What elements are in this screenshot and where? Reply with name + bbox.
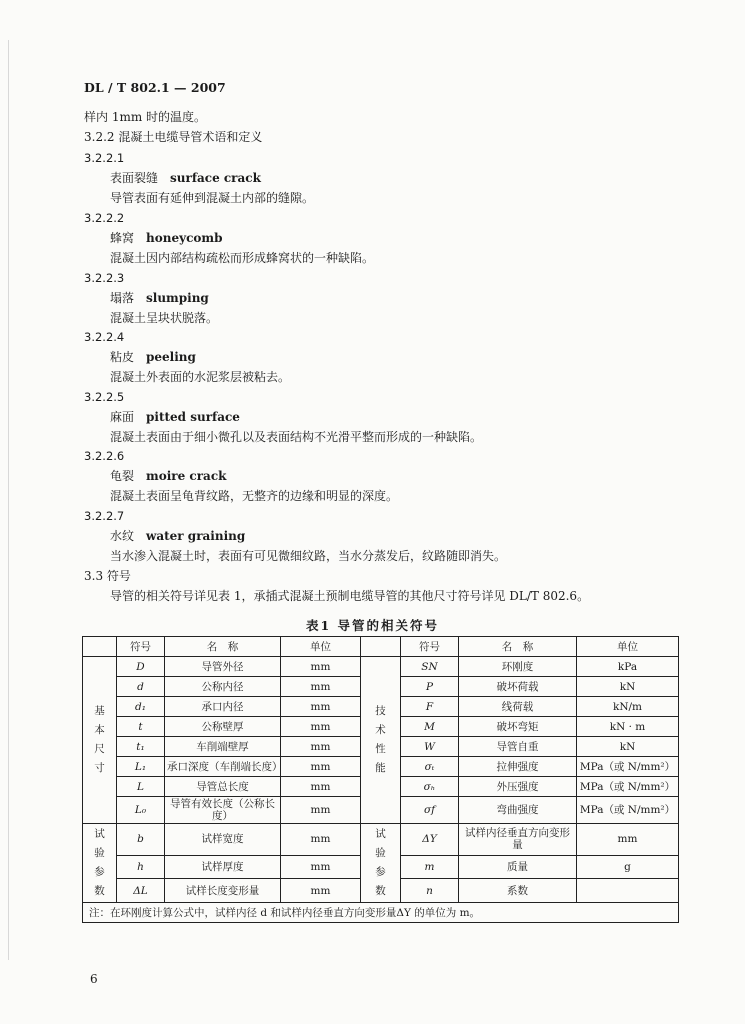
unit-cell: mm: [281, 757, 361, 777]
unit-cell: mm: [281, 697, 361, 717]
symbol-cell: F: [401, 697, 459, 717]
unit-cell: mm: [281, 657, 361, 677]
unit-cell: kN: [577, 677, 679, 697]
unit-cell: MPa（或 N/mm²）: [577, 797, 679, 824]
symbol-cell: P: [401, 677, 459, 697]
table-header-row: [83, 637, 679, 657]
term-english: slumping: [146, 291, 209, 305]
term-english: surface crack: [170, 171, 261, 185]
name-cell: 承口内径: [165, 697, 281, 717]
table-header-cell: 名 称: [165, 637, 281, 657]
symbol-cell: t: [117, 717, 165, 737]
table-row: [83, 824, 679, 856]
term-chinese: 麻面: [110, 410, 135, 424]
symbol-cell: SN: [401, 657, 459, 677]
symbol-cell: b: [117, 824, 165, 856]
group-label-text: 基本尺寸: [94, 705, 105, 774]
name-cell: 线荷载: [459, 697, 577, 717]
name-cell: 破坏弯矩: [459, 717, 577, 737]
name-cell: 系数: [459, 879, 577, 903]
name-cell: 试样厚度: [165, 855, 281, 879]
name-cell: 导管自重: [459, 737, 577, 757]
unit-cell: mm: [281, 717, 361, 737]
clause-number: 3.2.2.5: [84, 390, 125, 404]
term-english: honeycomb: [146, 231, 223, 245]
unit-cell: MPa（或 N/mm²）: [577, 777, 679, 797]
table-header-cell: 单位: [577, 637, 679, 657]
term-definition: 导管表面有延伸到混凝土内部的缝隙。: [110, 191, 315, 205]
name-cell: 环刚度: [459, 657, 577, 677]
section-text: 导管的相关符号详见表 1，承插式混凝土预制电缆导管的其他尺寸符号详见 DL/T 802.6。: [110, 589, 590, 603]
unit-cell: MPa（或 N/mm²）: [577, 757, 679, 777]
symbol-cell: D: [117, 657, 165, 677]
name-cell: 导管有效长度（公称长度）: [165, 797, 281, 824]
table-cell: [361, 637, 401, 657]
table-header-cell: 符号: [117, 637, 165, 657]
name-cell: 试样宽度: [165, 824, 281, 856]
symbol-cell: σₕ: [401, 777, 459, 797]
term-definition: 混凝土呈块状脱落。: [110, 311, 219, 325]
term-english: peeling: [146, 350, 196, 364]
group-label-technical-performance: [361, 657, 401, 824]
term-english: pitted surface: [146, 410, 240, 424]
unit-cell: mm: [281, 824, 361, 856]
unit-cell: mm: [281, 879, 361, 903]
term-heading: [110, 230, 222, 246]
term-english: water graining: [146, 529, 246, 543]
clause-number: 3.2.2.6: [84, 449, 125, 463]
term-chinese: 表面裂缝: [110, 171, 159, 185]
section-heading-3-2-2: 3.2.2 混凝土电缆导管术语和定义: [84, 130, 263, 144]
symbol-cell: L₀: [117, 797, 165, 824]
name-cell: 导管总长度: [165, 777, 281, 797]
symbol-cell: W: [401, 737, 459, 757]
unit-cell: kPa: [577, 657, 679, 677]
name-cell: 车削端壁厚: [165, 737, 281, 757]
table-header-cell: 名 称: [459, 637, 577, 657]
symbol-cell: M: [401, 717, 459, 737]
name-cell: 质量: [459, 855, 577, 879]
symbol-cell: d: [117, 677, 165, 697]
group-label-text: 试验参数: [375, 828, 386, 897]
term-chinese: 塌落: [110, 291, 135, 305]
term-heading: [110, 170, 261, 186]
symbol-cell: ΔY: [401, 824, 459, 856]
symbol-cell: ΔL: [117, 879, 165, 903]
term-definition: 当水渗入混凝土时，表面有可见微细纹路，当水分蒸发后，纹路随即消失。: [110, 549, 507, 563]
group-label-basic-dimensions: [83, 657, 117, 824]
table-cell: [83, 637, 117, 657]
term-heading: [110, 290, 209, 306]
unit-cell: kN/m: [577, 697, 679, 717]
name-cell: 破坏荷载: [459, 677, 577, 697]
unit-cell: [577, 879, 679, 903]
symbol-cell: m: [401, 855, 459, 879]
unit-cell: kN · m: [577, 717, 679, 737]
table-note-row: [83, 903, 679, 923]
symbol-cell: h: [117, 855, 165, 879]
term-chinese: 水纹: [110, 529, 135, 543]
symbol-cell: d₁: [117, 697, 165, 717]
page-binding-edge: [8, 40, 19, 960]
term-heading: [110, 409, 240, 425]
paragraph-continuation: 样内 1mm 时的温度。: [84, 110, 207, 124]
term-heading: [110, 528, 245, 544]
symbol-cell: t₁: [117, 737, 165, 757]
unit-cell: g: [577, 855, 679, 879]
term-chinese: 龟裂: [110, 469, 135, 483]
term-heading: [110, 468, 226, 484]
name-cell: 外压强度: [459, 777, 577, 797]
group-label-text: 试验参数: [94, 828, 105, 897]
page-number: 6: [90, 972, 98, 986]
term-definition: 混凝土因内部结构疏松而形成蜂窝状的一种缺陷。: [110, 251, 375, 265]
name-cell: 承口深度（车削端长度）: [165, 757, 281, 777]
group-label-text: 技术性能: [375, 705, 386, 774]
clause-number: 3.2.2.4: [84, 330, 125, 344]
name-cell: 拉伸强度: [459, 757, 577, 777]
clause-number: 3.2.2.1: [84, 151, 125, 165]
unit-cell: kN: [577, 737, 679, 757]
table-row: [83, 657, 679, 677]
document-header: DL / T 802.1 — 2007: [84, 80, 226, 95]
term-heading: [110, 349, 196, 365]
symbol-cell: σₜ: [401, 757, 459, 777]
group-label-test-parameters-right: [361, 824, 401, 903]
group-label-test-parameters: [83, 824, 117, 903]
name-cell: 试样长度变形量: [165, 879, 281, 903]
term-chinese: 蜂窝: [110, 231, 135, 245]
symbol-cell: L: [117, 777, 165, 797]
unit-cell: mm: [281, 797, 361, 824]
unit-cell: mm: [281, 737, 361, 757]
name-cell: 公称壁厚: [165, 717, 281, 737]
unit-cell: mm: [281, 677, 361, 697]
name-cell: 试样内径垂直方向变形量: [459, 824, 577, 856]
symbol-cell: n: [401, 879, 459, 903]
name-cell: 弯曲强度: [459, 797, 577, 824]
clause-number: 3.2.2.3: [84, 271, 125, 285]
table-header-cell: 符号: [401, 637, 459, 657]
clause-number: 3.2.2.2: [84, 211, 125, 225]
table-header-cell: 单位: [281, 637, 361, 657]
term-english: moire crack: [146, 469, 227, 483]
table-title: 表1 导管的相关符号: [305, 618, 440, 633]
term-definition: 混凝土表面呈龟背纹路，无整齐的边缘和明显的深度。: [110, 489, 399, 503]
name-cell: 公称内径: [165, 677, 281, 697]
symbol-cell: L₁: [117, 757, 165, 777]
unit-cell: mm: [281, 777, 361, 797]
term-definition: 混凝土外表面的水泥浆层被粘去。: [110, 370, 291, 384]
symbol-cell: σf: [401, 797, 459, 824]
table-note: 注：在环刚度计算公式中，试样内径 d 和试样内径垂直方向变形量ΔY 的单位为 m。: [83, 903, 679, 923]
section-heading-3-3: 3.3 符号: [84, 569, 131, 583]
symbols-table: [82, 636, 679, 923]
name-cell: 导管外径: [165, 657, 281, 677]
clause-number: 3.2.2.7: [84, 509, 125, 523]
unit-cell: mm: [281, 855, 361, 879]
term-chinese: 粘皮: [110, 350, 135, 364]
unit-cell: mm: [577, 824, 679, 856]
term-definition: 混凝土表面由于细小微孔以及表面结构不光滑平整而形成的一种缺陷。: [110, 430, 483, 444]
